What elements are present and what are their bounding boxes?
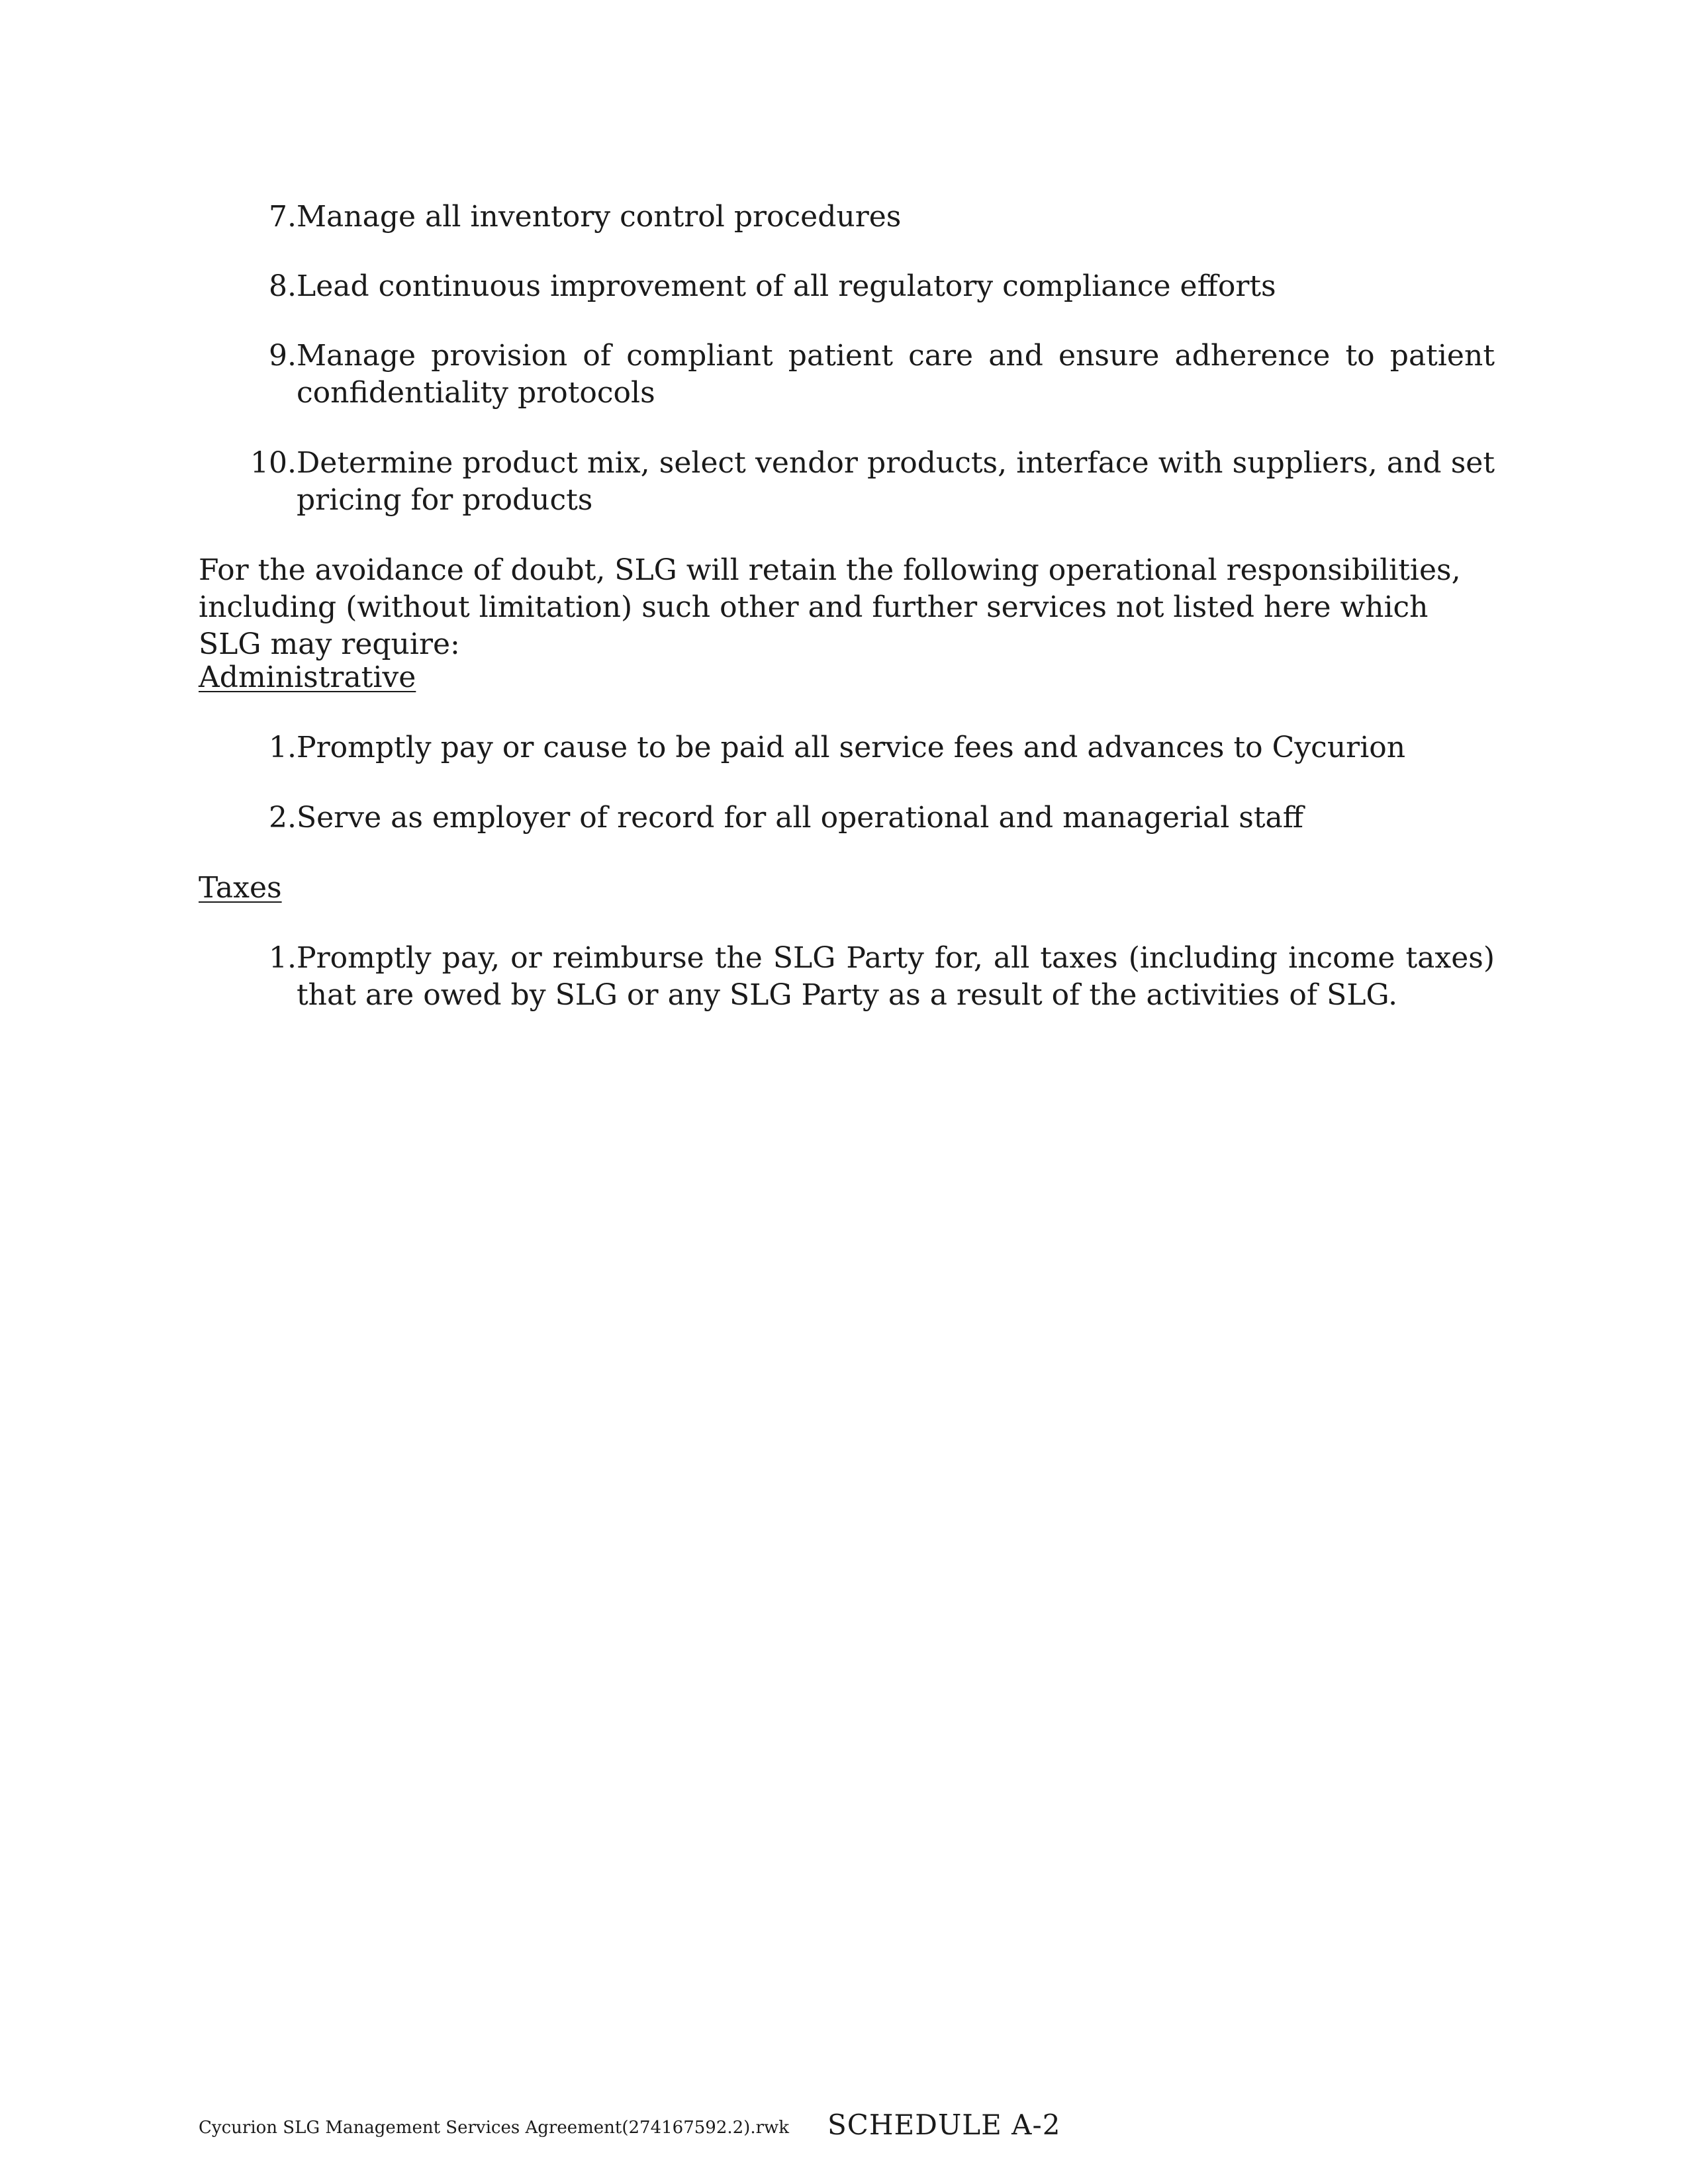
- list-item-text: Promptly pay or cause to be paid all service fees and advances to Cycurion: [297, 731, 1406, 764]
- administrative-heading: Administrative: [199, 660, 416, 694]
- avoidance-paragraph: For the avoidance of doubt, SLG will retain the following operational responsibilities, including (without limitation) such other and further services not listed here which SLG may require:: [199, 553, 1461, 661]
- list-item-number: 8.: [269, 269, 297, 303]
- list-item-number: 1.: [269, 941, 297, 975]
- taxes-heading: Taxes: [199, 871, 282, 905]
- list-item-text: Manage all inventory control procedures: [297, 200, 902, 234]
- list-item-number: 1.: [269, 731, 297, 764]
- footer-document-ref: Cycurion SLG Management Services Agreement(274167592.2).rwk: [199, 2118, 790, 2138]
- list-item-number: 9.: [269, 339, 297, 373]
- footer-schedule-label: SCHEDULE A-2: [827, 2109, 1061, 2141]
- list-item-number: 2.: [269, 801, 297, 835]
- list-item-number: 10.: [250, 446, 297, 480]
- list-item-text: Serve as employer of record for all operational and managerial staff: [297, 801, 1304, 835]
- list-item-text: Promptly pay, or reimburse the SLG Party for, all taxes (including income taxes) that are owed by SLG or any SLG Party as a result of the activities of SLG.: [297, 941, 1495, 1012]
- list-item-text: Lead continuous improvement of all regulatory compliance efforts: [297, 269, 1276, 303]
- list-item-number: 7.: [269, 200, 297, 234]
- list-item-text: Manage provision of compliant patient care and ensure adherence to patient confidentiality protocols: [297, 339, 1495, 410]
- list-item-text: Determine product mix, select vendor products, interface with suppliers, and set pricing for products: [297, 446, 1495, 517]
